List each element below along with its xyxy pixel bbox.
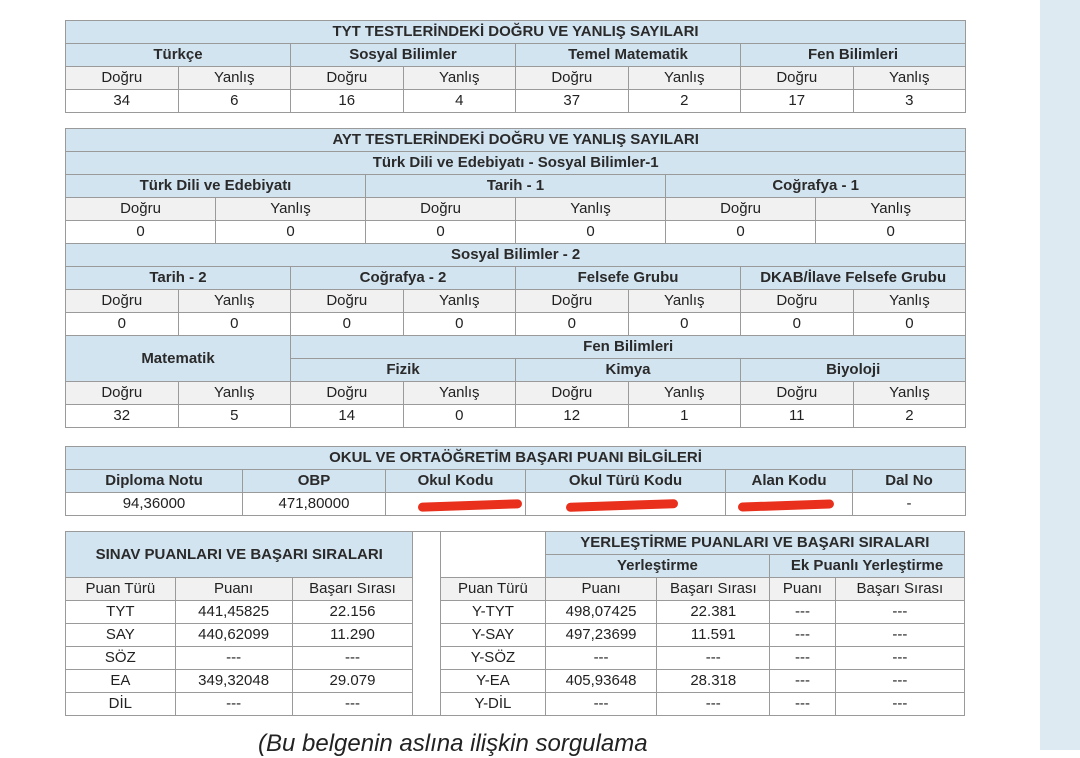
obp-value: 471,80000 — [243, 493, 386, 516]
header-puani: Puanı — [545, 578, 657, 601]
score-value: 405,93648 — [545, 670, 657, 693]
count-value: 12 — [516, 405, 629, 428]
ayt-results-table — [65, 128, 966, 428]
score-row — [66, 647, 965, 670]
count-value: 34 — [66, 90, 179, 113]
blank-corner — [441, 532, 546, 578]
score-value: 349,32048 — [175, 670, 292, 693]
yanlis-label: Yanlış — [178, 290, 291, 313]
count-value: 2 — [628, 90, 741, 113]
dogru-label: Doğru — [741, 290, 854, 313]
rank-value: --- — [292, 647, 413, 670]
subject-felsefe: Felsefe Grubu — [516, 267, 741, 290]
yanlis-label: Yanlış — [178, 382, 291, 405]
rank-value: --- — [657, 693, 770, 716]
dogru-label: Doğru — [66, 290, 179, 313]
yanlis-label: Yanlış — [403, 67, 516, 90]
count-value: 16 — [291, 90, 404, 113]
count-value: 0 — [516, 313, 629, 336]
rank-value: 28.318 — [657, 670, 770, 693]
score-row — [66, 601, 965, 624]
redaction-mark — [738, 499, 834, 511]
extra-score-value: --- — [770, 624, 836, 647]
tyt-results-table — [65, 20, 966, 113]
subject-temel-matematik: Temel Matematik — [516, 44, 741, 67]
subject-kimya: Kimya — [516, 359, 741, 382]
count-value: 0 — [741, 313, 854, 336]
header-obp: OBP — [243, 470, 386, 493]
count-value: 6 — [178, 90, 291, 113]
alan-kodu-value — [726, 493, 853, 516]
dogru-label: Doğru — [366, 198, 516, 221]
score-type: Y-SÖZ — [441, 647, 546, 670]
score-value: 498,07425 — [545, 601, 657, 624]
yanlis-label: Yanlış — [403, 382, 516, 405]
ayt-section1-title: Türk Dili ve Edebiyatı - Sosyal Bilimler-1 — [66, 152, 966, 175]
dogru-label: Doğru — [666, 198, 816, 221]
header-puan-turu: Puan Türü — [441, 578, 546, 601]
header-okul-turu-kodu: Okul Türü Kodu — [526, 470, 726, 493]
yanlis-label: Yanlış — [816, 198, 966, 221]
count-value: 0 — [628, 313, 741, 336]
subject-turk-dili: Türk Dili ve Edebiyatı — [66, 175, 366, 198]
yanlis-label: Yanlış — [628, 382, 741, 405]
rank-value: 22.156 — [292, 601, 413, 624]
score-row — [66, 693, 965, 716]
header-puan-turu: Puan Türü — [66, 578, 176, 601]
yanlis-label: Yanlış — [403, 290, 516, 313]
okul-turu-kodu-value — [526, 493, 726, 516]
extra-rank-value: --- — [835, 601, 964, 624]
dogru-label: Doğru — [66, 198, 216, 221]
redaction-mark — [418, 499, 522, 512]
dogru-label: Doğru — [516, 290, 629, 313]
subject-fen: Fen Bilimleri — [741, 44, 966, 67]
count-value: 0 — [216, 221, 366, 244]
dogru-label: Doğru — [741, 67, 854, 90]
placement-scores-title: YERLEŞTİRME PUANLARI VE BAŞARI SIRALARI — [545, 532, 964, 555]
count-value: 5 — [178, 405, 291, 428]
score-value: --- — [175, 693, 292, 716]
count-value: 1 — [628, 405, 741, 428]
ayt-fen-title: Fen Bilimleri — [291, 336, 966, 359]
header-basari-sirasi: Başarı Sırası — [292, 578, 413, 601]
extra-rank-value: --- — [835, 647, 964, 670]
subject-cografya-2: Coğrafya - 2 — [291, 267, 516, 290]
score-value: --- — [545, 693, 657, 716]
count-value: 32 — [66, 405, 179, 428]
okul-kodu-value — [386, 493, 526, 516]
score-type: EA — [66, 670, 176, 693]
count-value: 0 — [366, 221, 516, 244]
score-value: 497,23699 — [545, 624, 657, 647]
count-value: 0 — [516, 221, 666, 244]
subject-biyoloji: Biyoloji — [741, 359, 966, 382]
subject-turkce: Türkçe — [66, 44, 291, 67]
yanlis-label: Yanlış — [853, 290, 966, 313]
dogru-label: Doğru — [66, 67, 179, 90]
score-row — [66, 670, 965, 693]
header-basari-sirasi: Başarı Sırası — [657, 578, 770, 601]
score-value: --- — [545, 647, 657, 670]
subject-sosyal: Sosyal Bilimler — [291, 44, 516, 67]
count-value: 0 — [403, 313, 516, 336]
score-row — [66, 624, 965, 647]
count-value: 11 — [741, 405, 854, 428]
yanlis-label: Yanlış — [853, 382, 966, 405]
verification-caption: (Bu belgenin aslına ilişkin sorgulama — [258, 730, 648, 757]
subject-tarih-1: Tarih - 1 — [366, 175, 666, 198]
placement-subtitle: Yerleştirme — [545, 555, 769, 578]
yanlis-label: Yanlış — [516, 198, 666, 221]
ayt-section2-title: Sosyal Bilimler - 2 — [66, 244, 966, 267]
count-value: 0 — [816, 221, 966, 244]
rank-value: --- — [657, 647, 770, 670]
score-type: Y-TYT — [441, 601, 546, 624]
dogru-label: Doğru — [291, 382, 404, 405]
school-table-title: OKUL VE ORTAÖĞRETİM BAŞARI PUANI BİLGİLERİ — [66, 447, 966, 470]
extra-rank-value: --- — [835, 693, 964, 716]
count-value: 0 — [666, 221, 816, 244]
exam-scores-title: SINAV PUANLARI VE BAŞARI SIRALARI — [66, 532, 413, 578]
extra-score-value: --- — [770, 601, 836, 624]
count-value: 37 — [516, 90, 629, 113]
yanlis-label: Yanlış — [216, 198, 366, 221]
score-type: Y-DİL — [441, 693, 546, 716]
subject-fizik: Fizik — [291, 359, 516, 382]
score-value: 441,45825 — [175, 601, 292, 624]
dal-no-value: - — [853, 493, 966, 516]
school-info-table — [65, 446, 966, 516]
count-value: 4 — [403, 90, 516, 113]
redaction-mark — [566, 499, 678, 512]
dogru-label: Doğru — [516, 67, 629, 90]
subject-matematik: Matematik — [66, 336, 291, 382]
header-diploma-notu: Diploma Notu — [66, 470, 243, 493]
count-value: 0 — [853, 313, 966, 336]
score-type: Y-EA — [441, 670, 546, 693]
rank-value: 11.591 — [657, 624, 770, 647]
count-value: 0 — [66, 221, 216, 244]
score-type: Y-SAY — [441, 624, 546, 647]
header-dal-no: Dal No — [853, 470, 966, 493]
score-type: SÖZ — [66, 647, 176, 670]
dogru-label: Doğru — [741, 382, 854, 405]
subject-dkab: DKAB/İlave Felsefe Grubu — [741, 267, 966, 290]
extra-rank-value: --- — [835, 624, 964, 647]
score-type: TYT — [66, 601, 176, 624]
extra-placement-subtitle: Ek Puanlı Yerleştirme — [770, 555, 965, 578]
header-puani: Puanı — [175, 578, 292, 601]
header-ek-basari-sirasi: Başarı Sırası — [835, 578, 964, 601]
ayt-table-title: AYT TESTLERİNDEKİ DOĞRU VE YANLIŞ SAYILARI — [66, 129, 966, 152]
count-value: 2 — [853, 405, 966, 428]
right-side-panel — [1040, 0, 1080, 750]
rank-value: --- — [292, 693, 413, 716]
header-alan-kodu: Alan Kodu — [726, 470, 853, 493]
dogru-label: Doğru — [516, 382, 629, 405]
score-type: DİL — [66, 693, 176, 716]
extra-score-value: --- — [770, 647, 836, 670]
extra-rank-value: --- — [835, 670, 964, 693]
subject-tarih-2: Tarih - 2 — [66, 267, 291, 290]
yanlis-label: Yanlış — [178, 67, 291, 90]
score-value: 440,62099 — [175, 624, 292, 647]
dogru-label: Doğru — [291, 67, 404, 90]
rank-value: 11.290 — [292, 624, 413, 647]
tyt-table-title: TYT TESTLERİNDEKİ DOĞRU VE YANLIŞ SAYILARI — [66, 21, 966, 44]
dogru-label: Doğru — [66, 382, 179, 405]
table-divider — [413, 532, 441, 716]
count-value: 0 — [291, 313, 404, 336]
header-okul-kodu: Okul Kodu — [386, 470, 526, 493]
count-value: 0 — [66, 313, 179, 336]
count-value: 0 — [178, 313, 291, 336]
count-value: 17 — [741, 90, 854, 113]
score-type: SAY — [66, 624, 176, 647]
diploma-notu-value: 94,36000 — [66, 493, 243, 516]
yanlis-label: Yanlış — [853, 67, 966, 90]
yanlis-label: Yanlış — [628, 290, 741, 313]
count-value: 0 — [403, 405, 516, 428]
score-value: --- — [175, 647, 292, 670]
rank-value: 22.381 — [657, 601, 770, 624]
exam-scores-table — [65, 531, 965, 716]
yanlis-label: Yanlış — [628, 67, 741, 90]
rank-value: 29.079 — [292, 670, 413, 693]
dogru-label: Doğru — [291, 290, 404, 313]
count-value: 14 — [291, 405, 404, 428]
extra-score-value: --- — [770, 693, 836, 716]
subject-cografya-1: Coğrafya - 1 — [666, 175, 966, 198]
extra-score-value: --- — [770, 670, 836, 693]
count-value: 3 — [853, 90, 966, 113]
header-ek-puani: Puanı — [770, 578, 836, 601]
